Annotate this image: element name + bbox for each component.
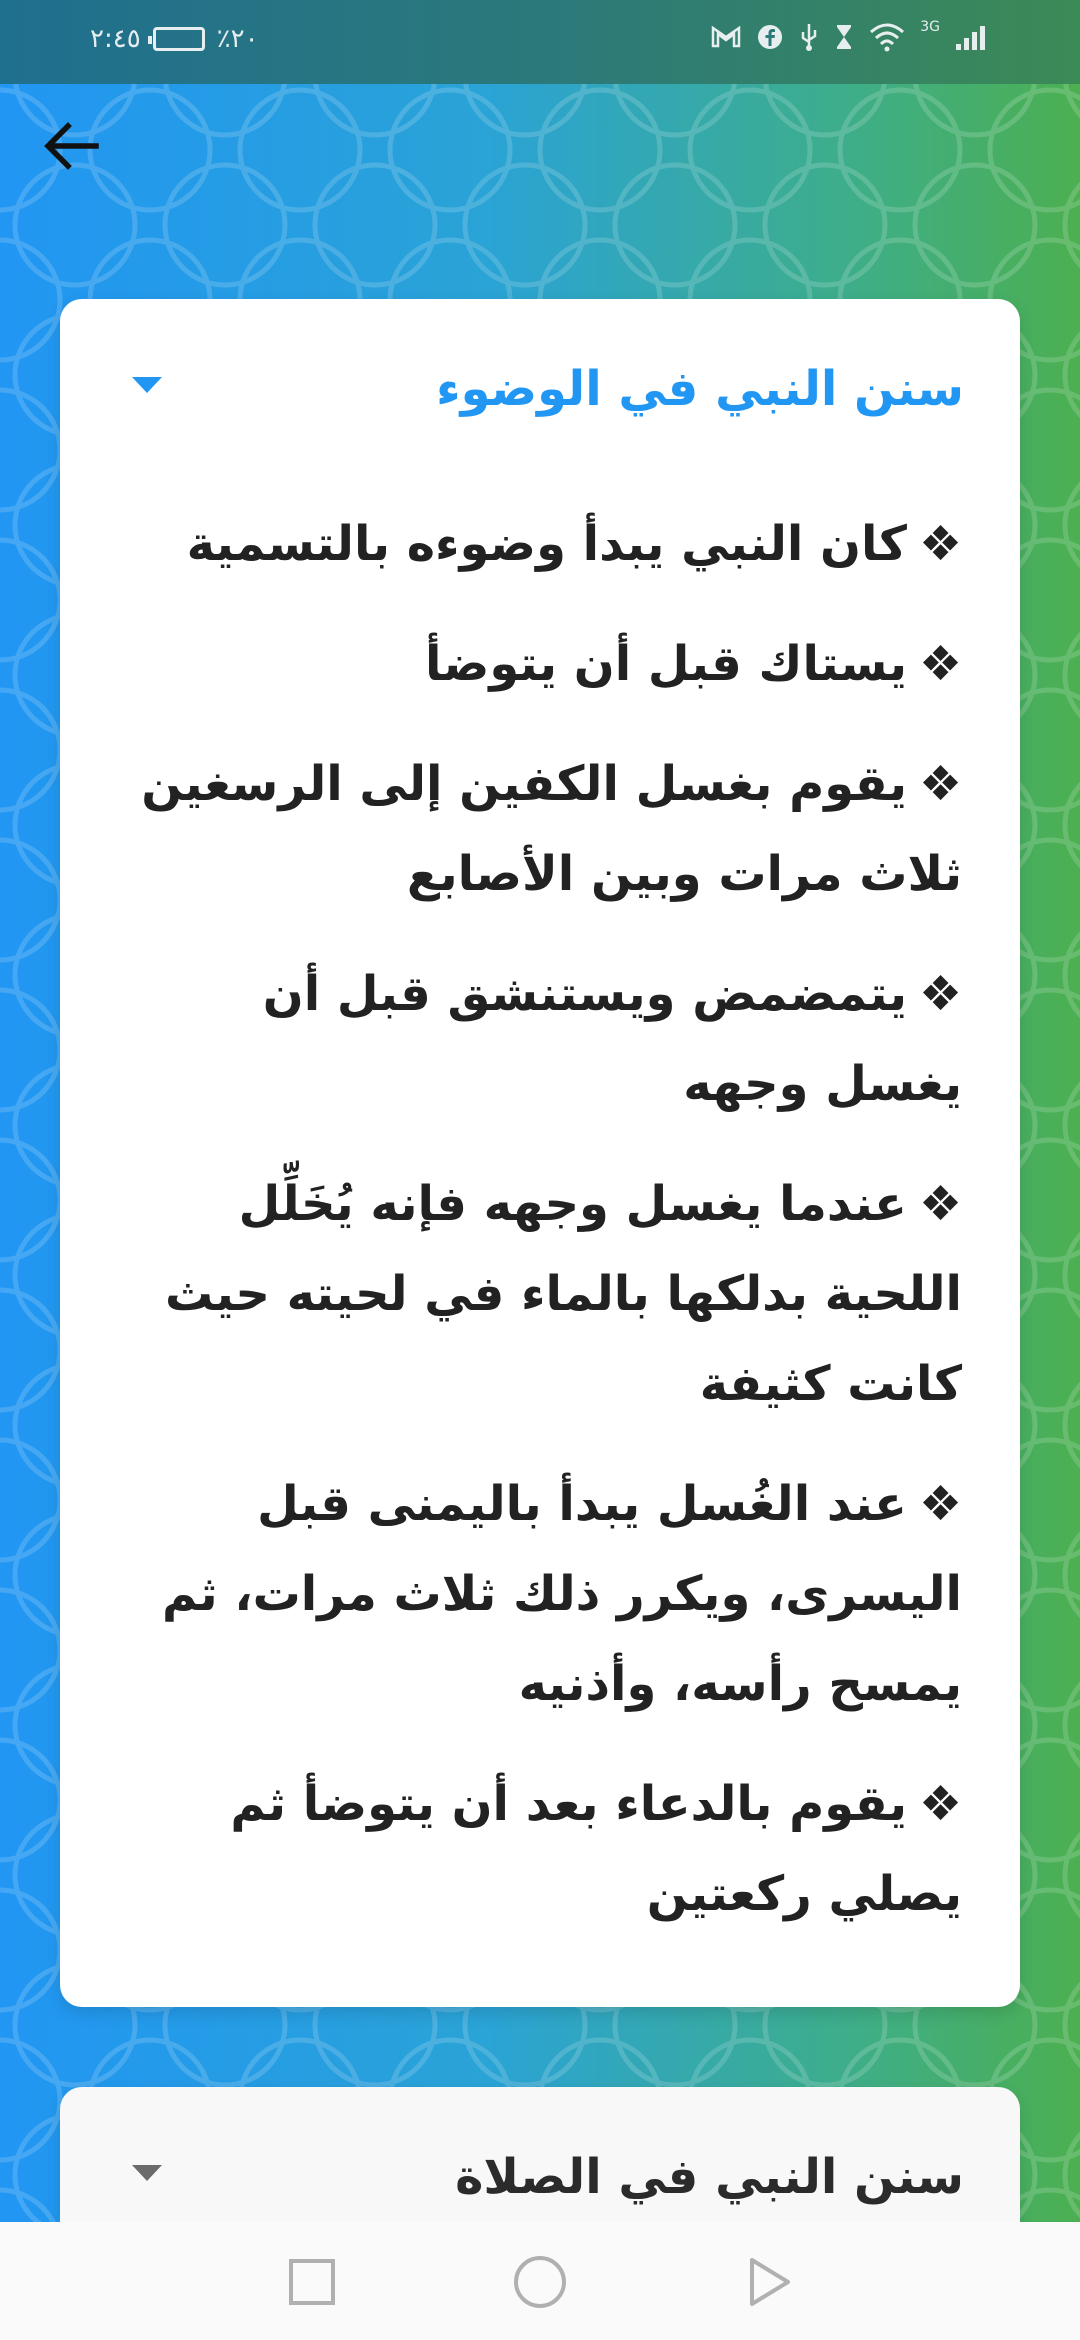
section-header-wudu[interactable] <box>60 349 1020 429</box>
list-item <box>122 1459 962 1729</box>
section-title-salah: سنن النبي في الصلاة <box>455 2149 964 2205</box>
square-icon[interactable] <box>282 2252 342 2312</box>
list-item-text: يقوم بالدعاء بعد أن يتوضأ ثم يصلي ركعتين <box>230 1776 962 1922</box>
list-item-text: يتمضمض ويستنشق قبل أن يغسل وجهه <box>262 966 962 1112</box>
list-item-text: كان النبي يبدأ وضوءه بالتسمية <box>186 516 907 572</box>
list-item <box>122 739 962 919</box>
chevron-down-icon <box>132 2165 162 2181</box>
section-card-wudu <box>60 299 1020 2007</box>
status-left <box>90 24 259 54</box>
list-item <box>122 949 962 1129</box>
circle-icon[interactable] <box>510 2252 570 2312</box>
status-time: ٢:٤٥ <box>90 24 141 54</box>
list-item-text: عندما يغسل وجهه فإنه يُخَلِّل اللحية بدلكها بالماء في لحيته حيث كانت كثيفة <box>164 1176 962 1412</box>
list-item-text: عند الغُسل يبدأ باليمنى قبل اليسرى، ويكرر ذلك ثلاث مرات، ثم يمسح رأسه، وأذنيه <box>161 1476 962 1712</box>
gmail-icon <box>710 24 742 50</box>
bullet-diamond-icon: ❖ <box>918 516 962 572</box>
wifi-icon <box>868 22 906 52</box>
bullet-diamond-icon: ❖ <box>918 1476 962 1532</box>
bullet-diamond-icon: ❖ <box>918 636 962 692</box>
status-bar <box>0 0 1080 84</box>
bullet-diamond-icon: ❖ <box>918 1776 962 1832</box>
section-title-wudu: سنن النبي في الوضوء <box>436 361 964 417</box>
chevron-down-icon <box>132 377 162 393</box>
list-item-text: يقوم بغسل الكفين إلى الرسغين ثلاث مرات وبين الأصابع <box>141 756 962 902</box>
arrow-left-icon <box>36 110 108 182</box>
battery-percent: ٪٢٠ <box>216 24 259 54</box>
list-item <box>122 1759 962 1939</box>
system-navigation-bar <box>0 2222 1080 2340</box>
facebook-icon <box>756 23 784 51</box>
network-type: 3G <box>920 19 940 35</box>
bullet-diamond-icon: ❖ <box>918 966 962 1022</box>
status-right <box>710 19 990 52</box>
list-item <box>122 619 962 709</box>
back-button[interactable] <box>36 110 108 182</box>
bullet-diamond-icon: ❖ <box>918 1176 962 1232</box>
triangle-icon[interactable] <box>738 2252 798 2312</box>
usb-icon <box>798 22 820 52</box>
list-item-text: يستاك قبل أن يتوضأ <box>424 636 907 692</box>
signal-icon <box>954 22 990 52</box>
battery-icon <box>153 27 205 51</box>
section-header-salah[interactable] <box>60 2137 1020 2217</box>
list-item <box>122 499 962 589</box>
sunan-list-wudu <box>122 499 962 1969</box>
list-item <box>122 1159 962 1429</box>
bullet-diamond-icon: ❖ <box>918 756 962 812</box>
hourglass-icon <box>834 23 854 51</box>
